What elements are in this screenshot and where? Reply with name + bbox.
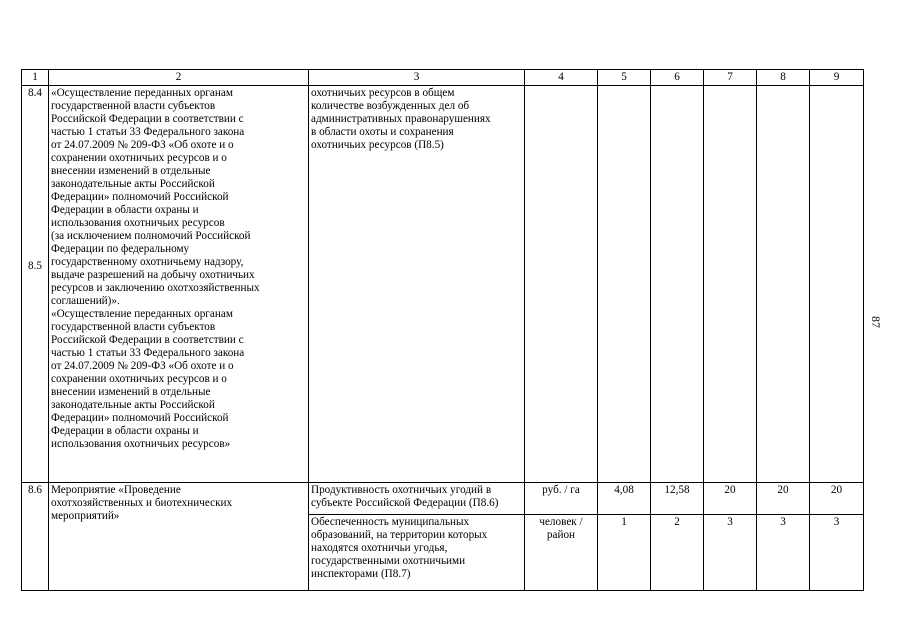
page-number: 87 — [869, 316, 883, 328]
header-cell: 9 — [810, 70, 864, 86]
value-cell: 20 — [704, 483, 757, 515]
table-header-row — [22, 70, 864, 86]
header-cell: 8 — [757, 70, 810, 86]
indicator-name: Продуктивность охотничьих угодий в субъекте Российской Федерации (П8.6) — [309, 483, 525, 515]
row-number: 8.4 — [28, 87, 42, 99]
indicator-name: охотничьих ресурсов в общем количестве возбужденных дел об административных правонарушениях в области охоты и сохранения охотничьих ресурсов (П8.5) — [309, 86, 525, 483]
header-cell: 1 — [22, 70, 49, 86]
value-cell: 4,08 — [598, 483, 651, 515]
empty-cell — [651, 86, 704, 483]
empty-cell — [598, 86, 651, 483]
empty-cell — [810, 86, 864, 483]
value-cell: 3 — [810, 515, 864, 591]
unit-cell: руб. / га — [525, 483, 598, 515]
header-cell: 2 — [49, 70, 309, 86]
empty-cell — [525, 86, 598, 483]
header-cell: 3 — [309, 70, 525, 86]
row-number: 8.6 — [22, 483, 49, 591]
value-cell: 3 — [757, 515, 810, 591]
header-cell: 5 — [598, 70, 651, 86]
unit-cell: человек / район — [525, 515, 598, 591]
value-cell: 2 — [651, 515, 704, 591]
value-cell: 20 — [757, 483, 810, 515]
table-row — [22, 86, 864, 483]
empty-cell — [704, 86, 757, 483]
table-row — [22, 483, 864, 515]
header-cell: 4 — [525, 70, 598, 86]
indicators-table — [21, 69, 864, 591]
measure-description: Мероприятие «Проведение охотхозяйственных и биотехнических мероприятий» — [49, 483, 309, 591]
value-cell: 3 — [704, 515, 757, 591]
value-cell: 1 — [598, 515, 651, 591]
value-cell: 12,58 — [651, 483, 704, 515]
empty-cell — [757, 86, 810, 483]
value-cell: 20 — [810, 483, 864, 515]
header-cell: 6 — [651, 70, 704, 86]
row-number: 8.5 — [28, 260, 42, 272]
measure-description: «Осуществление переданных органам государственной власти субъектов Российской Федерации в соответствии с частью 1 статьи 33 Федерального закона от 24.07.2009 № 209-ФЗ «Об охоте и о сохранении охотничьих ресурсов и о внесении изменений в отдельные законодательные акты Российской Федерации» полномочий Российской Федерации в области охраны и использования охотничьих ресурсов (за исключением полномочий Российской Федерации по федеральному государственному охотничьему надзору, выдаче разрешений на добычу охотничьих ресурсов и заключению охотхозяйственных соглашений)». «Осуществление переданных органам государственной власти субъектов Российской Федерации в соответствии с частью 1 статьи 33 Федерального закона от 24.07.2009 № 209-ФЗ «Об охоте и о сохранении охотничьих ресурсов и о внесении изменений в отдельные законодательные акты Российской Федерации» полномочий Российской Федерации в области охраны и использования охотничьих ресурсов» — [49, 86, 309, 483]
indicator-name: Обеспеченность муниципальных образований, на территории которых находятся охотничьи угодья, государственными охотничьими инспекторами (П8.7) — [309, 515, 525, 591]
row-number-cell — [22, 86, 49, 483]
header-cell: 7 — [704, 70, 757, 86]
